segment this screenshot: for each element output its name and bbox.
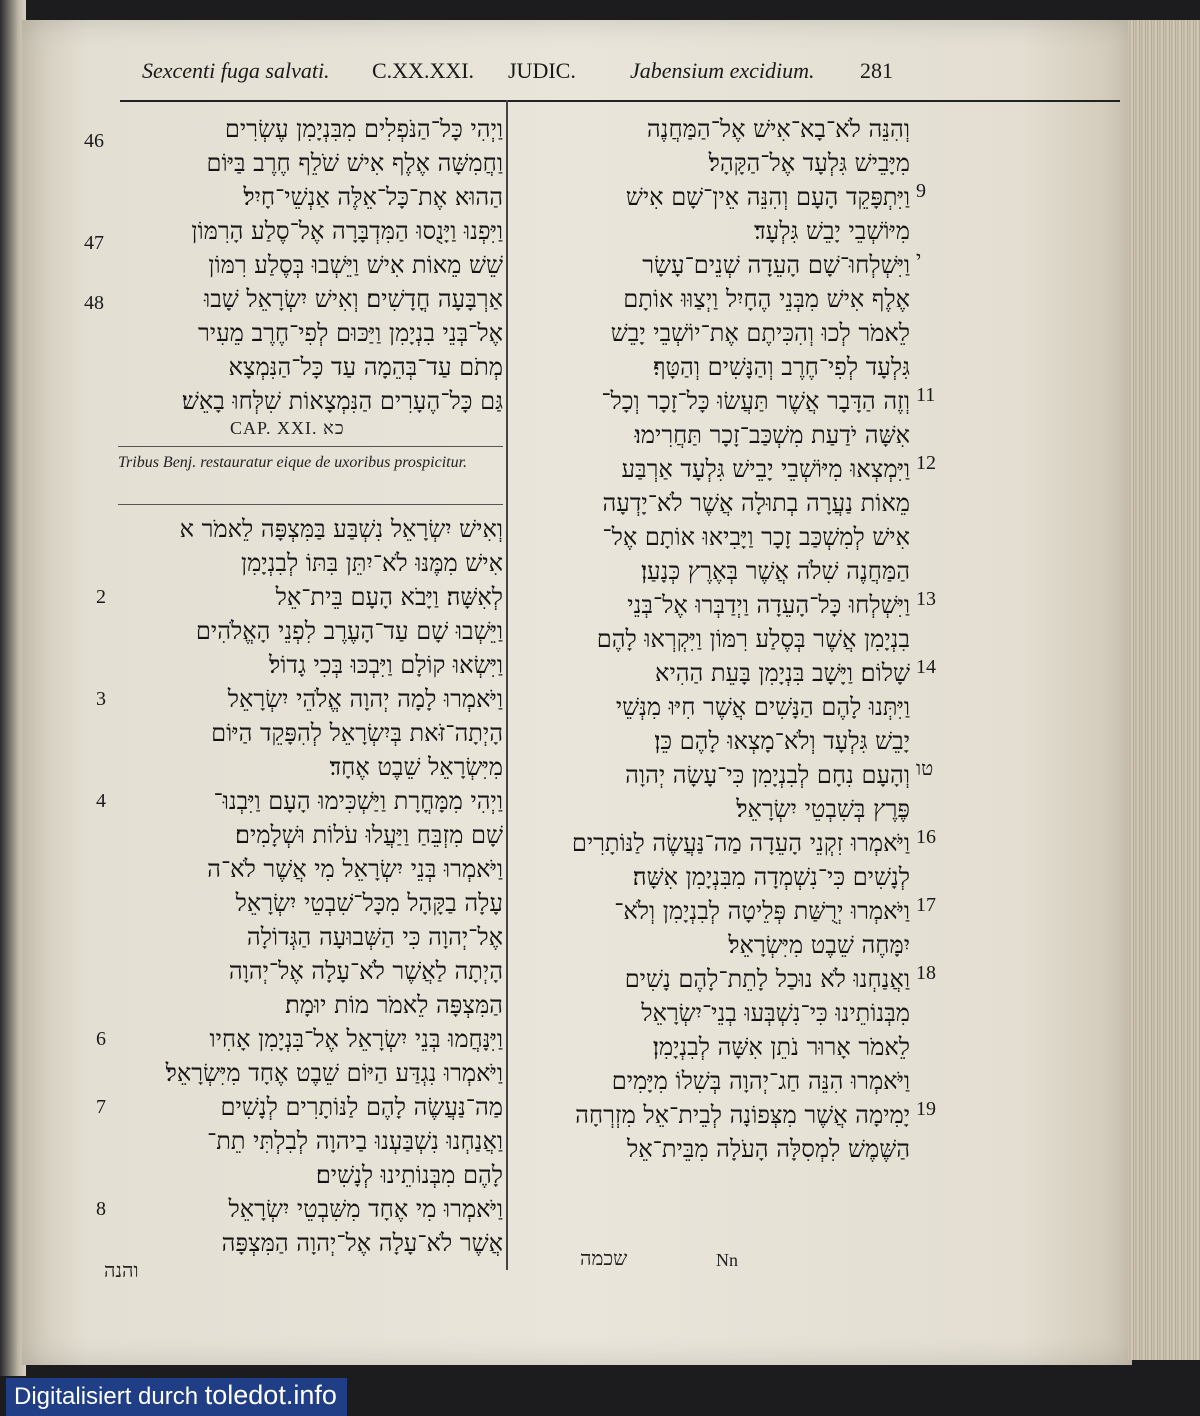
text-line: וְאִישׁ יִשְׂרָאֵל נִשְׁבַּע בַּמִּצְפָּה לֵאמֹר א [179,515,503,543]
text-line: הָיְתָה־זֹּאת בְּיִשְׂרָאֵל לְהִפָּקֵד הַיּוֹם [211,719,503,747]
right-catchword: שכמה [580,1246,628,1270]
verse-number: 7 [96,1096,106,1118]
text-line: אִישׁ לְמִשְׁכַּב זָכָר וַיָּבִיאוּ אוֹתָם אֶל־ [602,523,910,551]
verse-number: טו [916,758,934,780]
verse-number: 47 [84,232,104,254]
text-line: וַחֲמִשָּׁה אֶלֶף אִישׁ שֹׁלֵף חֶרֶב בַּיּוֹם [206,149,503,177]
text-line: בִנְיָמִן אֲשֶׁר בְּסֶלַע רִמּוֹן וַיִּקְרְאוּ לָהֶם [596,625,910,653]
text-line: מִיִּשְׂרָאֵל שֵׁבֶט אֶחָד׃ [329,753,503,781]
left-running-title: Sexcenti fuga salvati. [142,58,330,83]
text-line: וַיִּתְּנוּ לָהֶם הַנָּשִׁים אֲשֶׁר חִיּוּ מִנְּשֵׁי [615,693,910,721]
right-column-text [514,112,910,1166]
text-line: לָהֶם מִבְּנוֹתֵינוּ לְנָשִׁים׃ [315,1161,503,1189]
text-line: יָבֵשׁ גִּלְעָד וְלֹא־מָצְאוּ לָהֶם כֵּן׃ [654,727,910,755]
text-line: וַיִּשְׁלְחוּ כָּל־הָעֵדָה וַיְדַבְּרוּ אֶל־בְּנֵי [627,591,910,619]
left-lower-text [118,512,503,1260]
text-line: גִּלְעָד לְפִי־חֶרֶב וְהַנָּשִׁים וְהַטָּף׃ [653,353,910,381]
verse-number: 16 [916,826,936,848]
text-line: וַיֹּאמְרוּ מִי אֶחָד מִשִּׁבְטֵי יִשְׂרָאֵל [228,1195,503,1223]
digitization-credit[interactable] [6,1378,347,1416]
credit-prefix: Digitalisiert durch [14,1383,199,1410]
chapter-range: C.XX.XXI. [372,58,475,83]
page-edges [1128,20,1200,1360]
text-line: וַיִּמְצְאוּ מִיּוֹשְׁבֵי יָבֵישׁ גִּלְעָד אַרְבַּע [621,455,910,483]
text-line: וַיְהִי כָּל־הַנֹּפְלִים מִבִּנְיָמִן עֶשְׂרִים [224,115,503,143]
verse-number: 2 [96,586,106,608]
page-number: 281 [860,58,893,83]
text-line: לֵאמֹר לְכוּ וְהִכִּיתֶם אֶת־יוֹשְׁבֵי יָבֵשׁ [610,319,910,347]
text-line: אֶלֶף אִישׁ מִבְּנֵי הֶחָיִל וַיְצַוּוּ אוֹתָם [623,285,910,313]
column-divider [506,100,508,1270]
text-line: מֵאוֹת נַעֲרָה בְתוּלָה אֲשֶׁר לֹא־יָדְעָה [602,489,910,517]
text-line: מִיּוֹשְׁבֵי יָבֵשׁ גִּלְעָד׃ [754,217,910,245]
text-line: עָלָה בַקָּהָל מִכָּל־שִׁבְטֵי יִשְׂרָאֵל [235,889,503,917]
verse-number: 17 [916,894,936,916]
verse-number: 13 [916,588,936,610]
verse-number: 8 [96,1198,106,1220]
text-line: וַיִּשְׂאוּ קוֹלָם וַיִּבְכּוּ בְּכִי גָדוֹל׃ [269,651,503,679]
separator [118,504,503,505]
text-line: הַשֶּׁמֶשׁ לִמְסִלָּה הָעֹלָה מִבֵּית־אֵל [627,1135,910,1163]
book-title: JUDIC. [508,58,576,83]
header-rule [120,100,1120,102]
text-line: וַיִּנָּחֲמוּ בְּנֵי יִשְׂרָאֵל אֶל־בִּנְיָמִן אָחִיו [209,1025,503,1053]
text-line: הָיְתָה לַאֲשֶׁר לֹא־עָלָה אֶל־יְהוָה [228,957,503,985]
text-line: וַיִּשְׁלְחוּ־שָׁם הָעֵדָה שְׁנֵים־עָשָׂר [642,251,910,279]
text-line: מַה־נַּעֲשֶׂה לָהֶם לַנּוֹתָרִים לְנָשִׁים [220,1093,503,1121]
verse-number: 14 [916,656,936,678]
text-line: וַיֹּאמְרוּ בְּנֵי יִשְׂרָאֵל מִי אֲשֶׁר לֹא־ה [207,855,503,883]
text-line: הַהוּא אֶת־כָּל־אֵלֶּה אַנְשֵׁי־חָיִל׃ [243,183,503,211]
verse-number: 48 [84,292,104,314]
text-line: וַאֲנַחְנוּ לֹא נוּכַל לָתֵת־לָהֶם נָשִׁים [624,965,910,993]
text-line: וַיִּתְפָּקֵד הָעָם וְהִנֵּה אֵין־שָׁם אִישׁ [625,183,910,211]
text-line: הַמַּחֲנֶה שִׁלֹה אֲשֶׁר בְּאֶרֶץ כְּנָעַן׃ [640,557,910,585]
credit-site-link[interactable]: toledot.info [204,1380,337,1410]
verse-number: 12 [916,452,936,474]
verse-number: 18 [916,962,936,984]
text-line: מִיָּבֵישׁ גִּלְעָד אֶל־הַקָּהָל׃ [708,149,910,177]
text-line: וַיְהִי מִמָּחֳרָת וַיַּשְׁכִּימוּ הָעָם וַיִּבְנוּ־ [213,787,503,815]
text-line: שָׁם מִזְבֵּחַ וַיַּעֲלוּ עֹלוֹת וּשְׁלָמִים׃ [235,821,503,849]
text-line: וַאֲנַחְנוּ נִשְׁבַּעְנוּ בַיהוָה לְבִלְתִּי תֵת־ [207,1127,503,1155]
text-line: וְהָעָם נִחָם לְבִנְיָמִן כִּי־עָשָׂה יְהוָה [625,761,910,789]
text-line: וַיֹּאמְרוּ זִקְנֵי הָעֵדָה מַה־נַּעֲשֶׂה לַנּוֹתָרִים [571,829,910,857]
text-line: שֵׁשׁ מֵאוֹת אִישׁ וַיֵּשְׁבוּ בְּסֶלַע רִמּוֹן [208,251,503,279]
text-line: וַיֵּשְׁבוּ שָׁם עַד־הָעֶרֶב לִפְנֵי הָאֱלֹהִים [195,617,503,645]
text-line: מִבְּנוֹתֵינוּ כִּי־נִשְׁבְּעוּ בְנֵי־יִשְׂרָאֵל [641,999,910,1027]
verse-number: 11 [916,384,936,406]
text-line: הַמִּצְפָּה לֵאמֹר מוֹת יוּמָת׃ [285,991,503,1019]
text-line: אֲשֶׁר לֹא־עָלָה אֶל־יְהוָה הַמִּצְפָּה [221,1229,503,1257]
text-line: יִמָּחֶה שֵׁבֶט מִיִּשְׂרָאֵל׃ [728,931,910,959]
text-line: לְאִשָּׁה׃ וַיָּבֹא הָעָם בֵּית־אֵל [275,583,503,611]
text-line: אֶל־בְּנֵי בִנְיָמִן וַיַּכּוּם לְפִי־חֶרֶב מֵעִיר [197,319,503,347]
verse-number: 46 [84,130,104,152]
text-line: וַיִּפְנוּ וַיָּנֻסוּ הַמִּדְבָּרָה אֶל־סֶלַע הָרִמּוֹן [191,217,503,245]
left-upper-text [118,112,503,418]
right-running-title: Jabensium excidium. [630,58,815,83]
text-line: וַיֹּאמְרוּ לָמָה יְהוָה אֱלֹהֵי יִשְׂרָאֵל [227,685,503,713]
text-line: אַרְבָּעָה חֳדָשִׁים׃ וְאִישׁ יִשְׂרָאֵל שָׁבוּ [204,285,503,313]
verse-number: 9 [916,180,926,202]
text-line: שָׁלוֹם׃ וַיָּשָׁב בִּנְיָמִן בָּעֵת הַהִיא [655,659,910,687]
text-line: וְהִנֵּה לֹא־בָא־אִישׁ אֶל־הַמַּחֲנֶה [646,115,910,143]
chapter-heading: CAP. XXI. כא [230,418,345,438]
text-line: לְנָשִׁים כִּי־נִשְׁמְדָה מִבִּנְיָמִן אִשָּׁה׃ [632,863,910,891]
text-line: וַיֹּאמְרוּ הִנֵּה חַג־יְהוָה בְּשִׁלוֹ מִיָּמִים [611,1067,910,1095]
verse-number: 6 [96,1028,106,1050]
chapter-summary: Tribus Benj. restauratur eique de uxoribus prospicitur. [118,454,468,471]
left-catchword: והנה [104,1258,139,1282]
text-line: מְתֹם עַד־בְּהֵמָה עַד כָּל־הַנִּמְצָא [228,353,503,381]
printer-signature: Nn [716,1250,738,1270]
text-line: יָמִימָה אֲשֶׁר מִצְּפוֹנָה לְבֵית־אֵל מִזְרְחָה [575,1101,910,1129]
text-line: וְזֶה הַדָּבָר אֲשֶׁר תַּעֲשׂוּ כָּל־זָכָר וְכָל־ [601,387,910,415]
verse-number: 19 [916,1098,936,1120]
text-line: אִישׁ מִמֶּנּוּ לֹא־יִתֵּן בִּתּוֹ לְבִנְיָמִן [240,549,503,577]
running-header [0,58,1200,94]
text-line: אֶל־יְהוָה כִּי הַשְּׁבוּעָה הַגְּדוֹלָה [246,923,503,951]
text-line: לֵאמֹר אָרוּר נֹתֵן אִשָּׁה לְבִנְיָמִן׃ [652,1033,910,1061]
verse-number: 4 [96,790,106,812]
text-line: וַיֹּאמְרוּ נִגְדַּע הַיּוֹם שֵׁבֶט אֶחָד מִיִּשְׂרָאֵל׃ [165,1059,503,1087]
separator [118,446,503,447]
verse-number: 3 [96,688,106,710]
text-line: וַיֹּאמְרוּ יְרֻשַּׁת פְּלֵיטָה לְבִנְיָמִן וְלֹא־ [614,897,910,925]
text-line: אִשָּׁה יֹדַעַת מִשְׁכַּב־זָכָר תַּחֲרִימוּ׃ [634,421,910,449]
text-line: פֶּרֶץ בְּשִׁבְטֵי יִשְׂרָאֵל׃ [736,795,910,823]
verse-number: י [916,248,922,270]
text-line: גַּם כָּל־הֶעָרִים הַנִּמְצָאוֹת שִׁלְּחוּ בָאֵשׁ׃ [181,387,503,415]
